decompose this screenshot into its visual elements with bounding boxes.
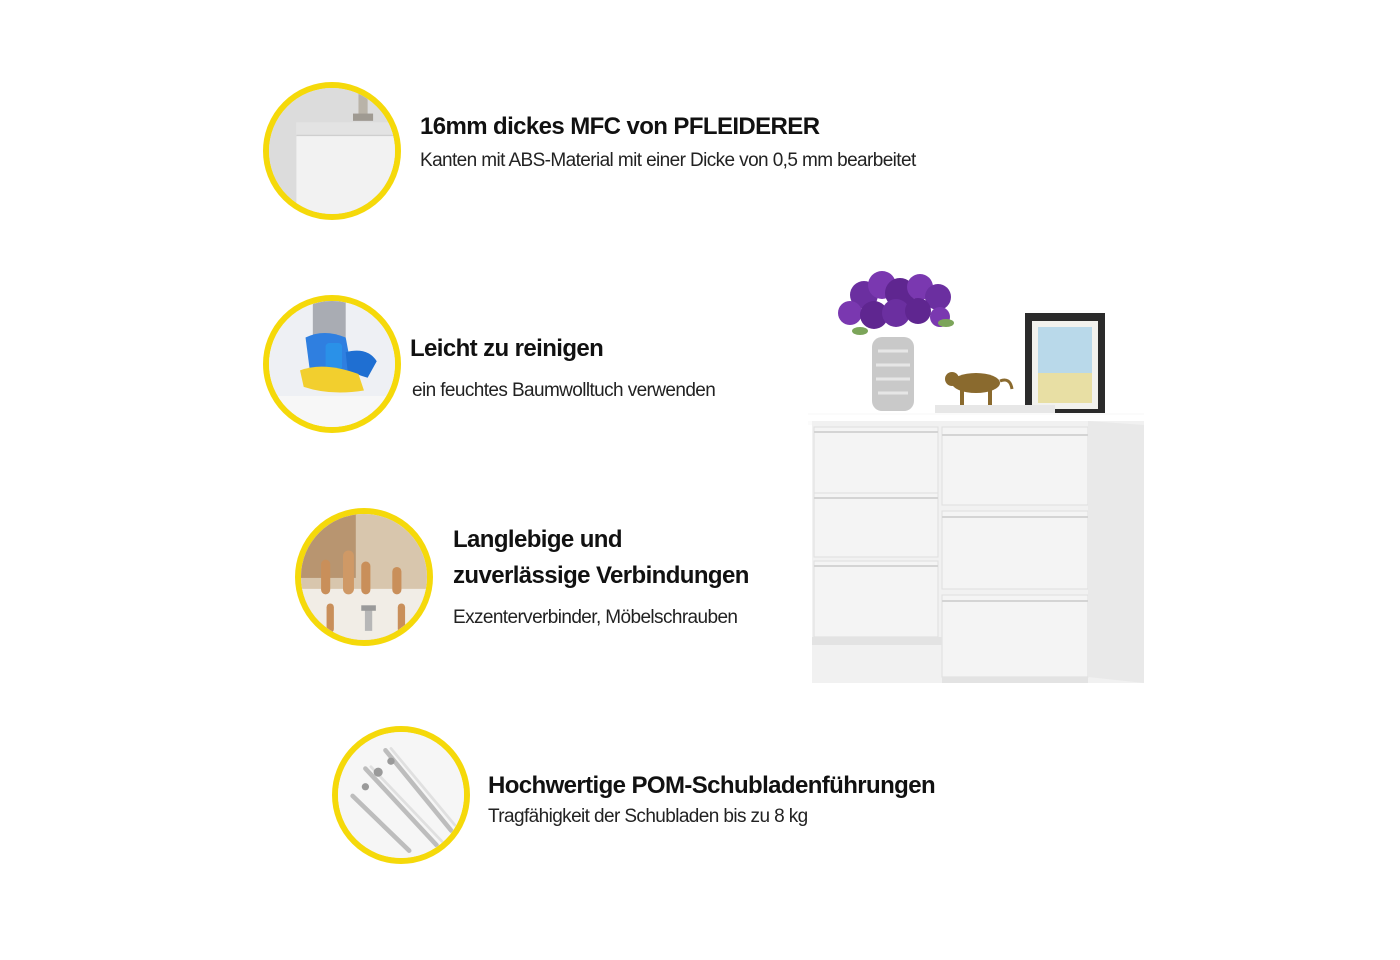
wooden-dowels-icon: [295, 508, 433, 646]
feature-title-mfc: 16mm dickes MFC von PFLEIDERER: [420, 113, 820, 140]
feature-subtitle-mfc: Kanten mit ABS-Material mit einer Dicke von 0,5 mm bearbeitet: [420, 150, 916, 171]
flower-vase-icon: [838, 271, 954, 411]
feature-subtitle-cleaning: ein feuchtes Baumwolltuch verwenden: [412, 380, 716, 401]
feature-subtitle-drawer-slides: Tragfähigkeit der Schubladen bis zu 8 kg: [488, 806, 808, 827]
picture-frame-icon: [1025, 313, 1105, 417]
feature-title-connections-line1: Langlebige und: [453, 526, 622, 553]
dresser-product-image: [800, 265, 1160, 695]
mfc-board-edge-icon: [263, 82, 401, 220]
feature-title-cleaning: Leicht zu reinigen: [410, 335, 604, 362]
feature-subtitle-connections: Exzenterverbinder, Möbelschrauben: [453, 607, 738, 628]
feature-title-drawer-slides: Hochwertige POM-Schubladenführungen: [488, 772, 936, 799]
cleaning-gloves-icon: [263, 295, 401, 433]
feature-title-connections-line2: zuverlässige Verbindungen: [453, 562, 749, 589]
drawer-slides-icon: [332, 726, 470, 864]
